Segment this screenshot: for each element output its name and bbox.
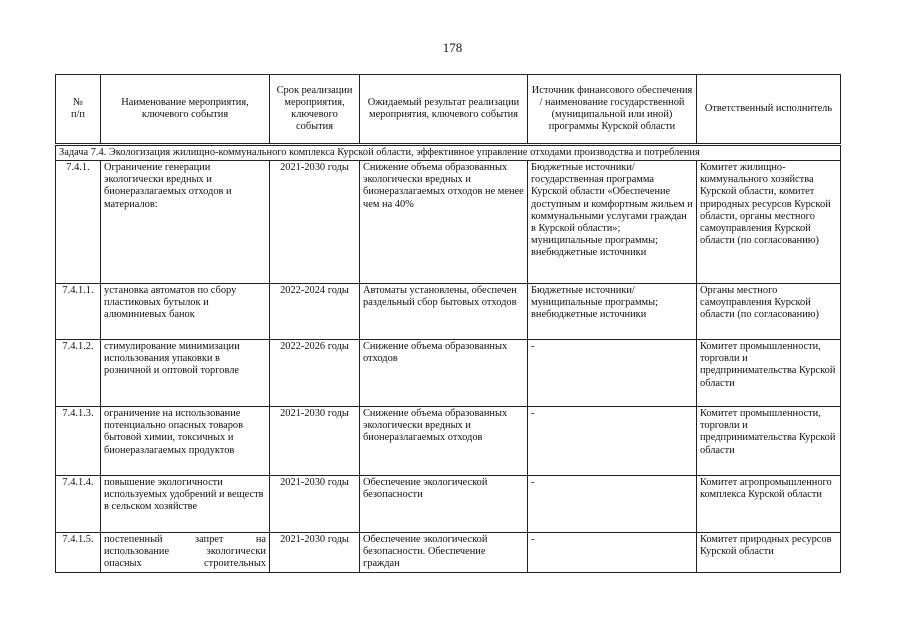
row-result: Снижение объема образованных отходов: [360, 340, 528, 407]
row-period: 2022-2024 годы: [270, 284, 360, 340]
row-name: повышение экологичности используемых удобрений и веществ в сельском хозяйстве: [101, 476, 270, 533]
row-period: 2022-2026 годы: [270, 340, 360, 407]
row-responsible: Комитет жилищно-коммунального хозяйства Курской области, комитет природных ресурсов Курской области, органы местного самоуправления Курской области (по согласованию): [697, 161, 841, 284]
table-row: [56, 284, 841, 340]
header-period: Срок реализации мероприятия, ключевого события: [270, 75, 360, 145]
row-name: стимулирование минимизации использования упаковки в розничной и оптовой торговле: [101, 340, 270, 407]
row-name: ограничение на использование потенциально опасных товаров бытовой химии, токсичных и бионеразлагаемых продуктов: [101, 407, 270, 476]
task-row: [56, 145, 841, 161]
row-result: Обеспечение экологической безопасности: [360, 476, 528, 533]
header-name: Наименование мероприятия, ключевого события: [101, 75, 270, 145]
row-name: установка автоматов по сбору пластиковых бутылок и алюминиевых банок: [101, 284, 270, 340]
row-result: Автоматы установлены, обеспечен раздельный сбор бытовых отходов: [360, 284, 528, 340]
header-responsible: Ответственный исполнитель: [697, 75, 841, 145]
row-source: -: [528, 476, 697, 533]
row-name: постепенный запрет на использование экологически опасных строительных: [101, 533, 270, 573]
measures-table: [55, 74, 841, 573]
row-name: Ограничение генерации экологически вредных и бионеразлагаемых отходов и материалов:: [101, 161, 270, 284]
row-num: 7.4.1.1.: [56, 284, 101, 340]
row-result: Снижение объема образованных экологически вредных и бионеразлагаемых отходов: [360, 407, 528, 476]
row-source: -: [528, 407, 697, 476]
row-responsible: Органы местного самоуправления Курской области (по согласованию): [697, 284, 841, 340]
page-number: 178: [442, 40, 463, 55]
table-row: [56, 340, 841, 407]
row-period: 2021-2030 годы: [270, 161, 360, 284]
row-num: 7.4.1.5.: [56, 533, 101, 573]
header-row: [56, 75, 841, 145]
row-responsible: Комитет агропромышленного комплекса Курской области: [697, 476, 841, 533]
header-result: Ожидаемый результат реализации мероприятия, ключевого события: [360, 75, 528, 145]
task-title: Задача 7.4. Экологизация жилищно-коммунального комплекса Курской области, эффективное управление отходами производства и потребления: [56, 145, 841, 161]
row-source: -: [528, 533, 697, 573]
row-num: 7.4.1.: [56, 161, 101, 284]
row-period: 2021-2030 годы: [270, 533, 360, 573]
table-row: [56, 533, 841, 573]
row-source: Бюджетные источники/ государственная программа Курской области «Обеспечение доступным и комфортным жильем и коммунальными услугами граждан в Курской области»; муниципальные программы; внебюджетные источники: [528, 161, 697, 284]
row-result: Снижение объема образованных экологически вредных и бионеразлагаемых отходов не менее чем на 40%: [360, 161, 528, 284]
row-responsible: Комитет природных ресурсов Курской области: [697, 533, 841, 573]
row-result: Обеспечение экологической безопасности. Обеспечение граждан: [360, 533, 528, 573]
row-num: 7.4.1.3.: [56, 407, 101, 476]
row-source: -: [528, 340, 697, 407]
row-period: 2021-2030 годы: [270, 407, 360, 476]
table-row: [56, 407, 841, 476]
row-responsible: Комитет промышленности, торговли и предпринимательства Курской области: [697, 340, 841, 407]
row-num: 7.4.1.2.: [56, 340, 101, 407]
header-source: Источник финансового обеспечения / наименование государственной (муниципальной или иной) программы Курской области: [528, 75, 697, 145]
header-num: № п/п: [56, 75, 101, 145]
row-period: 2021-2030 годы: [270, 476, 360, 533]
row-source: Бюджетные источники/ муниципальные программы; внебюджетные источники: [528, 284, 697, 340]
table-row: [56, 161, 841, 284]
table-row: [56, 476, 841, 533]
row-num: 7.4.1.4.: [56, 476, 101, 533]
row-responsible: Комитет промышленности, торговли и предпринимательства Курской области: [697, 407, 841, 476]
